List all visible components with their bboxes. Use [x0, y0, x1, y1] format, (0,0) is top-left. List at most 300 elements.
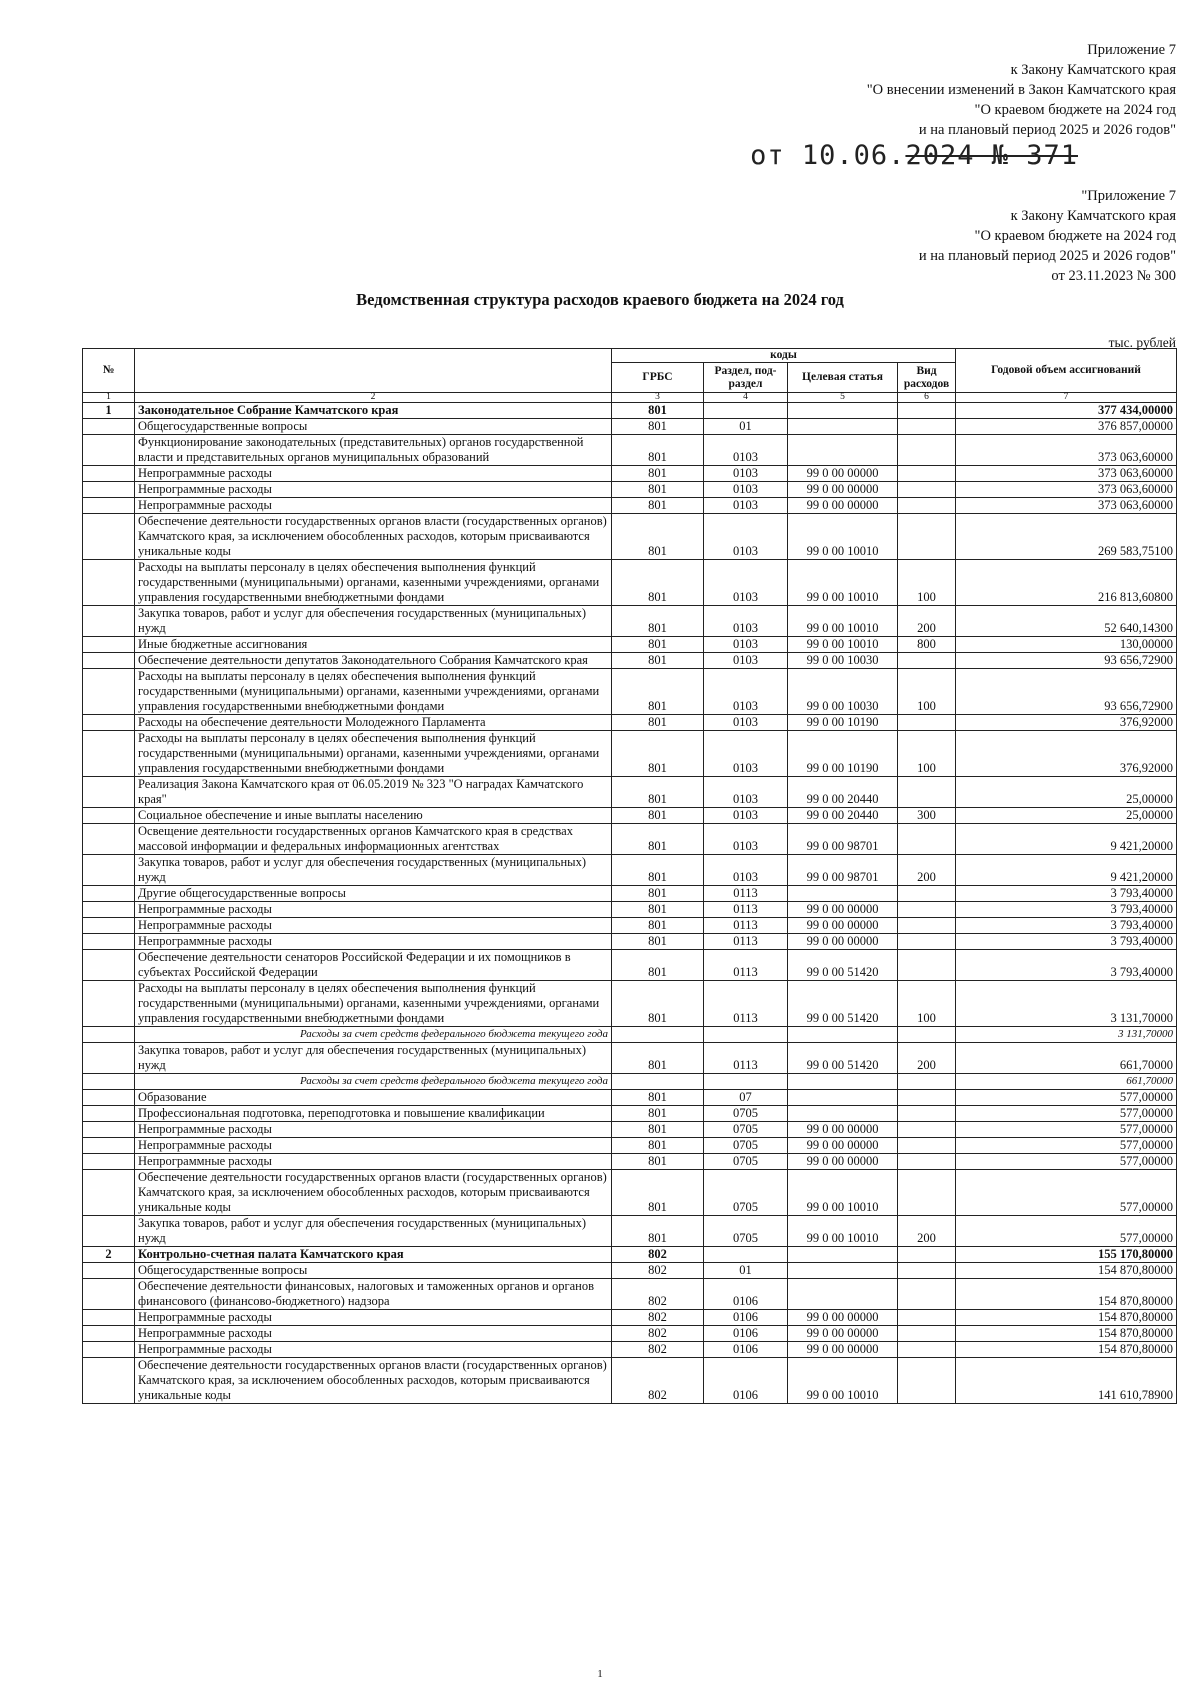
cell-grbs: 801: [612, 669, 704, 715]
cell-cel: 99 0 00 00000: [788, 1342, 898, 1358]
cell-no: 2: [83, 1247, 135, 1263]
cell-name: Контрольно-счетная палата Камчатского края: [135, 1247, 612, 1263]
col-header-cel: Целевая статья: [788, 363, 898, 393]
table-row: [83, 1122, 1177, 1138]
cell-sum: 377 434,00000: [956, 403, 1177, 419]
cell-sum: 661,70000: [956, 1074, 1177, 1090]
cell-sum: 3 793,40000: [956, 950, 1177, 981]
cell-grbs: 801: [612, 1138, 704, 1154]
cell-sum: 577,00000: [956, 1216, 1177, 1247]
unit-label: тыс. рублей: [1108, 335, 1176, 350]
cell-name: Закупка товаров, работ и услуг для обеспечения государственных (муниципальных) нужд: [135, 1216, 612, 1247]
cell-no: [83, 731, 135, 777]
cell-name: Расходы на выплаты персоналу в целях обеспечения выполнения функций государственными (муниципальными) органами, казенными учреждениями, органами управления государственными внебюджетными фондами: [135, 669, 612, 715]
cell-name: Закупка товаров, работ и услуг для обеспечения государственных (муниципальных) нужд: [135, 1043, 612, 1074]
col-number: 5: [788, 393, 898, 403]
cell-no: [83, 1279, 135, 1310]
cell-grbs: 801: [612, 560, 704, 606]
cell-razdel: [704, 403, 788, 419]
cell-vid: 100: [898, 731, 956, 777]
cell-no: [83, 1326, 135, 1342]
cell-razdel: 0113: [704, 1043, 788, 1074]
cell-name: Расходы на выплаты персоналу в целях обеспечения выполнения функций государственными (муниципальными) органами, казенными учреждениями, органами управления государственными внебюджетными фондами: [135, 560, 612, 606]
cell-razdel: 0103: [704, 653, 788, 669]
cell-sum: 154 870,80000: [956, 1263, 1177, 1279]
cell-vid: [898, 1326, 956, 1342]
cell-vid: [898, 902, 956, 918]
cell-razdel: 0106: [704, 1342, 788, 1358]
cell-cel: 99 0 00 10190: [788, 715, 898, 731]
cell-no: [83, 1170, 135, 1216]
cell-grbs: 801: [612, 886, 704, 902]
cell-cel: 99 0 00 20440: [788, 808, 898, 824]
cell-grbs: 801: [612, 934, 704, 950]
cell-grbs: 801: [612, 981, 704, 1027]
table-row: [83, 934, 1177, 950]
cell-cel: 99 0 00 00000: [788, 466, 898, 482]
cell-razdel: 0103: [704, 498, 788, 514]
cell-vid: [898, 1154, 956, 1170]
cell-razdel: 0103: [704, 514, 788, 560]
cell-grbs: [612, 1074, 704, 1090]
cell-sum: 376,92000: [956, 731, 1177, 777]
cell-vid: [898, 435, 956, 466]
cell-no: [83, 1342, 135, 1358]
cell-razdel: 0103: [704, 435, 788, 466]
cell-razdel: 01: [704, 419, 788, 435]
table-row: [83, 855, 1177, 886]
cell-vid: [898, 1106, 956, 1122]
cell-vid: [898, 498, 956, 514]
cell-name: Функционирование законодательных (представительных) органов государственной власти и представительных органов муниципальных образований: [135, 435, 612, 466]
cell-name: Непрограммные расходы: [135, 1138, 612, 1154]
cell-cel: 99 0 00 10010: [788, 637, 898, 653]
cell-sum: 373 063,60000: [956, 498, 1177, 514]
cell-sum: 155 170,80000: [956, 1247, 1177, 1263]
cell-razdel: 07: [704, 1090, 788, 1106]
appendix-header-line: к Закону Камчатского края: [1010, 62, 1176, 78]
table-row: [83, 1326, 1177, 1342]
cell-razdel: 0103: [704, 482, 788, 498]
cell-razdel: 0113: [704, 950, 788, 981]
cell-grbs: 801: [612, 1122, 704, 1138]
cell-cel: 99 0 00 51420: [788, 950, 898, 981]
cell-name: Законодательное Собрание Камчатского края: [135, 403, 612, 419]
cell-grbs: 801: [612, 419, 704, 435]
cell-sum: 141 610,78900: [956, 1358, 1177, 1404]
cell-cel: 99 0 00 51420: [788, 981, 898, 1027]
cell-name: Непрограммные расходы: [135, 1310, 612, 1326]
cell-no: [83, 1090, 135, 1106]
cell-name: Непрограммные расходы: [135, 1342, 612, 1358]
cell-razdel: 0103: [704, 824, 788, 855]
cell-cel: 99 0 00 10010: [788, 606, 898, 637]
table-row: [83, 403, 1177, 419]
cell-name: Профессиональная подготовка, переподготовка и повышение квалификации: [135, 1106, 612, 1122]
cell-razdel: 0106: [704, 1279, 788, 1310]
cell-sum: 3 131,70000: [956, 981, 1177, 1027]
table-row: [83, 808, 1177, 824]
cell-vid: [898, 419, 956, 435]
cell-name: Социальное обеспечение и иные выплаты населению: [135, 808, 612, 824]
cell-name: Иные бюджетные ассигнования: [135, 637, 612, 653]
cell-name: Общегосударственные вопросы: [135, 1263, 612, 1279]
col-header-vid: Вид расходов: [898, 363, 956, 393]
table-row: [83, 1090, 1177, 1106]
cell-no: [83, 1043, 135, 1074]
cell-vid: 100: [898, 560, 956, 606]
page-number: 1: [597, 1668, 603, 1680]
cell-name: Образование: [135, 1090, 612, 1106]
cell-sum: 25,00000: [956, 808, 1177, 824]
cell-cel: [788, 419, 898, 435]
cell-sum: 3 131,70000: [956, 1027, 1177, 1043]
cell-no: [83, 1154, 135, 1170]
col-header-name: [135, 349, 612, 393]
table-row: [83, 715, 1177, 731]
cell-cel: 99 0 00 10190: [788, 731, 898, 777]
table-row: [83, 1342, 1177, 1358]
table-row: [83, 1279, 1177, 1310]
table-row: [83, 1358, 1177, 1404]
cell-sum: 93 656,72900: [956, 669, 1177, 715]
table-row: [83, 950, 1177, 981]
cell-sum: 9 421,20000: [956, 824, 1177, 855]
cell-grbs: 801: [612, 1154, 704, 1170]
table-row: [83, 777, 1177, 808]
col-number: 2: [135, 393, 612, 403]
cell-vid: [898, 514, 956, 560]
col-header-sum: Годовой объем ассигнований: [956, 349, 1177, 393]
table-row: [83, 653, 1177, 669]
cell-grbs: 801: [612, 1090, 704, 1106]
cell-name: Непрограммные расходы: [135, 1154, 612, 1170]
cell-razdel: 0103: [704, 855, 788, 886]
cell-vid: [898, 1263, 956, 1279]
cell-name: Расходы на выплаты персоналу в целях обеспечения выполнения функций государственными (муниципальными) органами, казенными учреждениями, органами управления государственными внебюджетными фондами: [135, 731, 612, 777]
cell-razdel: 0705: [704, 1106, 788, 1122]
cell-grbs: 801: [612, 1043, 704, 1074]
table-row: [83, 824, 1177, 855]
cell-cel: 99 0 00 00000: [788, 1310, 898, 1326]
cell-grbs: 801: [612, 637, 704, 653]
cell-no: [83, 1074, 135, 1090]
table-row: [83, 1247, 1177, 1263]
cell-sum: 373 063,60000: [956, 482, 1177, 498]
date-stamp-number: 2024 № 371: [905, 140, 1078, 171]
date-stamp: [750, 140, 1078, 171]
cell-vid: [898, 403, 956, 419]
cell-razdel: 0106: [704, 1326, 788, 1342]
cell-name: Закупка товаров, работ и услуг для обеспечения государственных (муниципальных) нужд: [135, 855, 612, 886]
cell-vid: [898, 482, 956, 498]
cell-grbs: 801: [612, 653, 704, 669]
cell-grbs: 801: [612, 498, 704, 514]
cell-sum: 3 793,40000: [956, 886, 1177, 902]
cell-no: [83, 981, 135, 1027]
cell-razdel: 0705: [704, 1138, 788, 1154]
cell-no: [83, 824, 135, 855]
cell-no: [83, 669, 135, 715]
cell-name: Непрограммные расходы: [135, 482, 612, 498]
cell-no: [83, 560, 135, 606]
cell-cel: [788, 1247, 898, 1263]
cell-sum: 154 870,80000: [956, 1279, 1177, 1310]
table-row: [83, 498, 1177, 514]
cell-vid: [898, 653, 956, 669]
cell-razdel: 0113: [704, 934, 788, 950]
cell-no: [83, 1106, 135, 1122]
cell-grbs: 801: [612, 514, 704, 560]
cell-no: [83, 435, 135, 466]
cell-razdel: 0113: [704, 918, 788, 934]
cell-sum: 577,00000: [956, 1122, 1177, 1138]
cell-no: [83, 498, 135, 514]
cell-grbs: 802: [612, 1279, 704, 1310]
table-row: [83, 419, 1177, 435]
table-row: [83, 1216, 1177, 1247]
cell-cel: [788, 1027, 898, 1043]
appendix-header-line: "О внесении изменений в Закон Камчатского края: [866, 82, 1176, 98]
cell-no: [83, 1310, 135, 1326]
cell-cel: 99 0 00 10010: [788, 1358, 898, 1404]
cell-vid: [898, 1358, 956, 1404]
table-row: [83, 1138, 1177, 1154]
cell-no: [83, 606, 135, 637]
cell-no: [83, 808, 135, 824]
cell-name: Другие общегосударственные вопросы: [135, 886, 612, 902]
cell-cel: [788, 1279, 898, 1310]
cell-name: Непрограммные расходы: [135, 466, 612, 482]
cell-sum: 3 793,40000: [956, 934, 1177, 950]
previous-header-line: "Приложение 7: [1081, 188, 1176, 204]
cell-name: Обеспечение деятельности сенаторов Российской Федерации и их помощников в субъектах Российской Федерации: [135, 950, 612, 981]
cell-razdel: 0705: [704, 1154, 788, 1170]
cell-cel: [788, 1106, 898, 1122]
cell-grbs: 801: [612, 403, 704, 419]
cell-razdel: 0705: [704, 1122, 788, 1138]
cell-grbs: 802: [612, 1263, 704, 1279]
cell-name: Расходы на обеспечение деятельности Молодежного Парламента: [135, 715, 612, 731]
cell-razdel: 0113: [704, 981, 788, 1027]
cell-razdel: 0103: [704, 466, 788, 482]
table-row: [83, 435, 1177, 466]
cell-sum: 373 063,60000: [956, 466, 1177, 482]
cell-vid: [898, 1170, 956, 1216]
cell-name: Реализация Закона Камчатского края от 06.05.2019 № 323 "О наградах Камчатского края": [135, 777, 612, 808]
cell-sum: 130,00000: [956, 637, 1177, 653]
cell-vid: [898, 918, 956, 934]
table-row: [83, 466, 1177, 482]
cell-cel: 99 0 00 10030: [788, 669, 898, 715]
cell-razdel: 0103: [704, 731, 788, 777]
cell-grbs: 802: [612, 1358, 704, 1404]
cell-name: Обеспечение деятельности депутатов Законодательного Собрания Камчатского края: [135, 653, 612, 669]
cell-no: [83, 777, 135, 808]
cell-grbs: 801: [612, 918, 704, 934]
cell-cel: 99 0 00 00000: [788, 1122, 898, 1138]
cell-cel: 99 0 00 10010: [788, 1170, 898, 1216]
cell-razdel: [704, 1027, 788, 1043]
cell-no: [83, 1138, 135, 1154]
cell-vid: 300: [898, 808, 956, 824]
cell-grbs: 801: [612, 606, 704, 637]
cell-cel: 99 0 00 00000: [788, 482, 898, 498]
cell-vid: [898, 777, 956, 808]
cell-grbs: 801: [612, 902, 704, 918]
cell-name: Непрограммные расходы: [135, 498, 612, 514]
cell-sum: 216 813,60800: [956, 560, 1177, 606]
cell-razdel: 0705: [704, 1216, 788, 1247]
cell-vid: [898, 1074, 956, 1090]
table-row: [83, 514, 1177, 560]
cell-vid: [898, 1247, 956, 1263]
table-row: [83, 918, 1177, 934]
cell-cel: [788, 403, 898, 419]
cell-name: Обеспечение деятельности государственных органов власти (государственных органов) Камчатского края, за исключением обособленных расходов, которым присваиваются уникальные коды: [135, 514, 612, 560]
cell-razdel: 0113: [704, 886, 788, 902]
table-row: [83, 637, 1177, 653]
appendix-header: [867, 40, 1176, 140]
cell-no: [83, 419, 135, 435]
table-row: [83, 1263, 1177, 1279]
cell-grbs: 801: [612, 808, 704, 824]
cell-vid: [898, 886, 956, 902]
cell-sum: 9 421,20000: [956, 855, 1177, 886]
cell-razdel: 0113: [704, 902, 788, 918]
cell-no: [83, 902, 135, 918]
cell-vid: [898, 1279, 956, 1310]
cell-grbs: [612, 1027, 704, 1043]
cell-razdel: 0106: [704, 1358, 788, 1404]
cell-name: Непрограммные расходы: [135, 934, 612, 950]
cell-cel: 99 0 00 00000: [788, 1154, 898, 1170]
cell-sum: 25,00000: [956, 777, 1177, 808]
cell-sum: 52 640,14300: [956, 606, 1177, 637]
cell-no: [83, 950, 135, 981]
cell-razdel: 0103: [704, 669, 788, 715]
previous-header-line: к Закону Камчатского края: [1010, 208, 1176, 224]
cell-no: [83, 1122, 135, 1138]
cell-cel: 99 0 00 10010: [788, 560, 898, 606]
cell-grbs: 801: [612, 855, 704, 886]
cell-vid: [898, 1310, 956, 1326]
table-row: [83, 1106, 1177, 1122]
cell-sum: 93 656,72900: [956, 653, 1177, 669]
cell-grbs: 802: [612, 1310, 704, 1326]
table-row: [83, 560, 1177, 606]
cell-name: Непрограммные расходы: [135, 1326, 612, 1342]
cell-name: Расходы на выплаты персоналу в целях обеспечения выполнения функций государственными (муниципальными) органами, казенными учреждениями, органами управления государственными внебюджетными фондами: [135, 981, 612, 1027]
cell-no: [83, 1216, 135, 1247]
table-row: [83, 731, 1177, 777]
cell-sum: 3 793,40000: [956, 918, 1177, 934]
cell-cel: 99 0 00 00000: [788, 918, 898, 934]
cell-no: [83, 715, 135, 731]
cell-grbs: 801: [612, 715, 704, 731]
cell-vid: 200: [898, 1216, 956, 1247]
col-header-codes: коды: [612, 349, 956, 363]
cell-cel: 99 0 00 00000: [788, 498, 898, 514]
col-number: 6: [898, 393, 956, 403]
cell-cel: [788, 1074, 898, 1090]
cell-grbs: 801: [612, 466, 704, 482]
cell-razdel: 01: [704, 1263, 788, 1279]
cell-grbs: 802: [612, 1247, 704, 1263]
cell-razdel: 0103: [704, 606, 788, 637]
cell-vid: [898, 1090, 956, 1106]
col-header-no: №: [83, 349, 135, 393]
table-row: [83, 482, 1177, 498]
cell-grbs: 801: [612, 435, 704, 466]
cell-no: [83, 886, 135, 902]
cell-cel: 99 0 00 98701: [788, 855, 898, 886]
cell-vid: [898, 950, 956, 981]
col-header-razdel: Раздел, под-раздел: [704, 363, 788, 393]
cell-vid: [898, 1138, 956, 1154]
cell-name: Закупка товаров, работ и услуг для обеспечения государственных (муниципальных) нужд: [135, 606, 612, 637]
cell-vid: [898, 934, 956, 950]
previous-header-line: "О краевом бюджете на 2024 год: [974, 228, 1176, 244]
cell-sum: 154 870,80000: [956, 1310, 1177, 1326]
table-row: [83, 981, 1177, 1027]
table-row: [83, 1154, 1177, 1170]
appendix-header-line: "О краевом бюджете на 2024 год: [974, 102, 1176, 118]
cell-vid: [898, 1342, 956, 1358]
table-row: [83, 1043, 1177, 1074]
date-stamp-prefix: от 10.06.: [750, 140, 906, 171]
cell-razdel: 0103: [704, 777, 788, 808]
cell-name: Расходы за счет средств федерального бюджета текущего года: [135, 1074, 612, 1090]
cell-cel: [788, 1090, 898, 1106]
cell-no: [83, 1027, 135, 1043]
cell-cel: 99 0 00 10030: [788, 653, 898, 669]
cell-name: Обеспечение деятельности государственных органов власти (государственных органов) Камчатского края, за исключением обособленных расходов, которым присваиваются уникальные коды: [135, 1358, 612, 1404]
cell-vid: 100: [898, 981, 956, 1027]
cell-grbs: 801: [612, 1216, 704, 1247]
col-number: 7: [956, 393, 1177, 403]
cell-no: [83, 918, 135, 934]
cell-name: Общегосударственные вопросы: [135, 419, 612, 435]
cell-name: Освещение деятельности государственных органов Камчатского края в средствах массовой информации и федеральных информационных агентствах: [135, 824, 612, 855]
col-header-grbs: ГРБС: [612, 363, 704, 393]
cell-grbs: 801: [612, 1106, 704, 1122]
cell-vid: 200: [898, 606, 956, 637]
cell-name: Непрограммные расходы: [135, 902, 612, 918]
cell-no: [83, 855, 135, 886]
cell-no: [83, 466, 135, 482]
cell-sum: 269 583,75100: [956, 514, 1177, 560]
cell-cel: 99 0 00 10010: [788, 514, 898, 560]
cell-name: Непрограммные расходы: [135, 1122, 612, 1138]
cell-razdel: 0106: [704, 1310, 788, 1326]
cell-grbs: 801: [612, 482, 704, 498]
table-row: [83, 886, 1177, 902]
table-row: [83, 1074, 1177, 1090]
appendix-header-line: и на плановый период 2025 и 2026 годов": [918, 122, 1176, 138]
cell-vid: [898, 1027, 956, 1043]
table-row: [83, 606, 1177, 637]
cell-vid: 800: [898, 637, 956, 653]
cell-cel: 99 0 00 00000: [788, 1138, 898, 1154]
cell-cel: 99 0 00 10010: [788, 1216, 898, 1247]
cell-cel: 99 0 00 00000: [788, 902, 898, 918]
appendix-header-line: Приложение 7: [1087, 42, 1176, 58]
table-row: [83, 1170, 1177, 1216]
cell-razdel: [704, 1247, 788, 1263]
cell-grbs: 801: [612, 731, 704, 777]
cell-no: [83, 934, 135, 950]
